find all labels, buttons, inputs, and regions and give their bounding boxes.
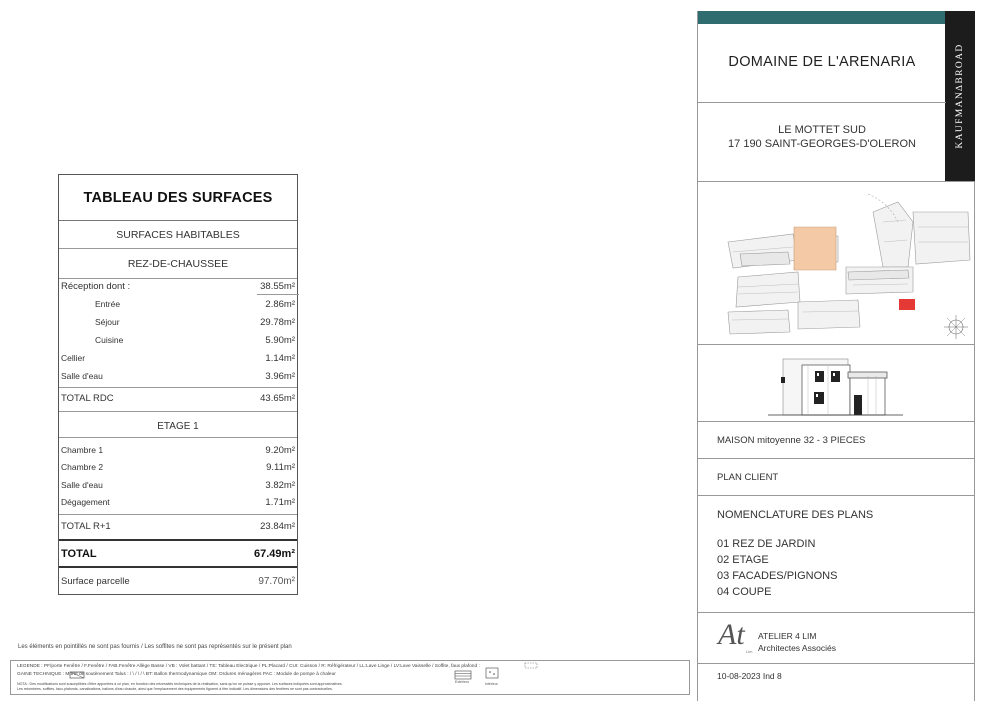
elevation-section [698, 345, 974, 422]
surface-row-label: Séjour [95, 317, 120, 327]
surface-row-label: Réception dont : [61, 281, 131, 292]
row-divider [59, 539, 297, 541]
wall-exterior-icon [454, 670, 472, 680]
surface-row-label: Salle d'eau [61, 480, 103, 490]
surface-row-value: 97.70m² [258, 576, 295, 587]
surface-row-label: TOTAL [61, 548, 97, 560]
surface-row-label: Chambre 2 [61, 462, 104, 472]
architect-logo-sub: Lim [746, 649, 753, 654]
surface-row-value: 43.65m² [260, 393, 295, 404]
row-divider [59, 437, 297, 438]
nomenclature-section [698, 496, 974, 613]
surface-table-title: TABLEAU DES SURFACES [59, 175, 297, 221]
surface-row-value: 9.20m² [265, 445, 295, 456]
nomenclature-item: 01 REZ DE JARDIN [717, 538, 816, 550]
surface-row-label: Surface parcelle [61, 576, 130, 587]
legend-extra: Intérieur [485, 682, 498, 686]
surface-row-value: 23.84m² [260, 521, 295, 532]
row-divider [59, 514, 297, 515]
wall-interior-icon [485, 667, 499, 681]
surface-row-value: 9.11m² [266, 462, 295, 473]
legend-line: GAINE TECHNIQUE : Muret de soutènement Talus : / \ / \ / \ BT: Ballon thermodynamique OM: Ordures ménagères PAC : Module de pompe à chaleur [17, 672, 336, 677]
surface-row-label: Chambre 1 [61, 445, 104, 455]
soffite-symbol-icon [524, 662, 538, 669]
row-divider [59, 566, 297, 568]
legend-box [10, 660, 690, 695]
row-divider [59, 411, 297, 412]
legend-extra: Extérieur [455, 680, 470, 684]
row-divider [59, 387, 297, 388]
plan-note: Les éléments en pointillés ne sont pas fournis / Les soffites ne sont pas représentés sur le présent plan [18, 644, 292, 650]
plan-type: PLAN CLIENT [717, 472, 779, 483]
surface-row-value: 3.82m² [265, 480, 295, 491]
row-divider [257, 294, 299, 295]
site-plan-zone-orange [794, 227, 836, 270]
surface-row-label: Salle d'eau [61, 371, 103, 381]
plan-type-section [698, 459, 974, 496]
nomenclature-item: 02 ETAGE [717, 554, 769, 566]
surface-row-value: 1.14m² [265, 353, 295, 364]
surface-row-value: 67.49m² [254, 548, 295, 560]
surface-row-value: 3.96m² [265, 371, 295, 382]
surface-row-value: 1.71m² [265, 497, 295, 508]
surface-row-label: Cuisine [95, 335, 124, 345]
legend-note: Les retombées, soffites, faux-plafonds, canalisations, ballons d'eau chaude, ainsi que l'emplacement des équipements figurent à titre indicatif. Les dimensions des fenêtres ne sont pas contractuelles. [17, 687, 333, 691]
brand-text: KAUFMAN∆BROAD [955, 43, 965, 149]
gaine-symbol-icon [69, 671, 85, 679]
surface-table [58, 174, 298, 595]
surface-row-value: 38.55m² [260, 281, 295, 292]
compass-icon [944, 315, 968, 339]
surface-table-subtitle: SURFACES HABITABLES [59, 221, 297, 249]
surface-row-label: Entrée [95, 299, 121, 309]
address-line: LE MOTTET SUD [778, 124, 866, 136]
surface-row-value: 2.86m² [265, 299, 295, 310]
highlighted-lot [899, 299, 915, 310]
surface-row-label: TOTAL R+1 [61, 521, 111, 532]
site-plan-map [698, 182, 974, 344]
date-revision: 10-08-2023 Ind 8 [717, 671, 782, 681]
architect-name: ATELIER 4 LIM [758, 631, 817, 641]
house-type-section [698, 422, 974, 459]
legend-line: LEGENDE : PF/porte Fenêtre / F.Fenêtre / FAB.Fenêtre Allège Basse / VB : Volet battant / TE: Tableau Electrique / PL:Placard / CUI: Cuisson / R: Réfrigérateur / LL:Lave Linge / LV:Lave Vaisselle / Soffite, faux plafond : [17, 664, 480, 669]
architect-logo: At [718, 618, 745, 651]
architect-subtitle: Architectes Associés [758, 643, 836, 653]
surface-row-label: TOTAL RDC [61, 393, 114, 404]
site-plan-section [698, 182, 974, 345]
nomenclature-title: NOMENCLATURE DES PLANS [717, 509, 874, 521]
title-block [697, 11, 975, 701]
project-name: DOMAINE DE L'ARENARIA [728, 54, 916, 70]
legend-note: NOTA : Des modifications sont susceptibles d'être apportées à ce plan, en fonction des nécessités techniques de la réalisation, sans qu'on ne puisse y opposer. Les surfaces indiquées sont approximatives. [17, 682, 343, 686]
date-section [698, 664, 974, 701]
rdc-heading: REZ-DE-CHAUSSEE [59, 249, 297, 279]
house-elevation-drawing [698, 345, 974, 421]
etage-heading: ETAGE 1 [157, 421, 199, 432]
header-accent-bar [698, 11, 946, 24]
surface-row-value: 5.90m² [265, 335, 295, 346]
nomenclature-item: 03 FACADES/PIGNONS [717, 570, 838, 582]
surface-row-label: Cellier [61, 353, 86, 363]
surface-row-value: 29.78m² [260, 317, 295, 328]
house-type: MAISON mitoyenne 32 - 3 PIECES [717, 435, 866, 446]
address-line: 17 190 SAINT-GEORGES-D'OLERON [728, 138, 916, 150]
nomenclature-item: 04 COUPE [717, 586, 772, 598]
project-section [698, 24, 946, 103]
surface-row-label: Dégagement [61, 497, 110, 507]
address-section [698, 103, 974, 182]
architect-section [698, 613, 974, 664]
